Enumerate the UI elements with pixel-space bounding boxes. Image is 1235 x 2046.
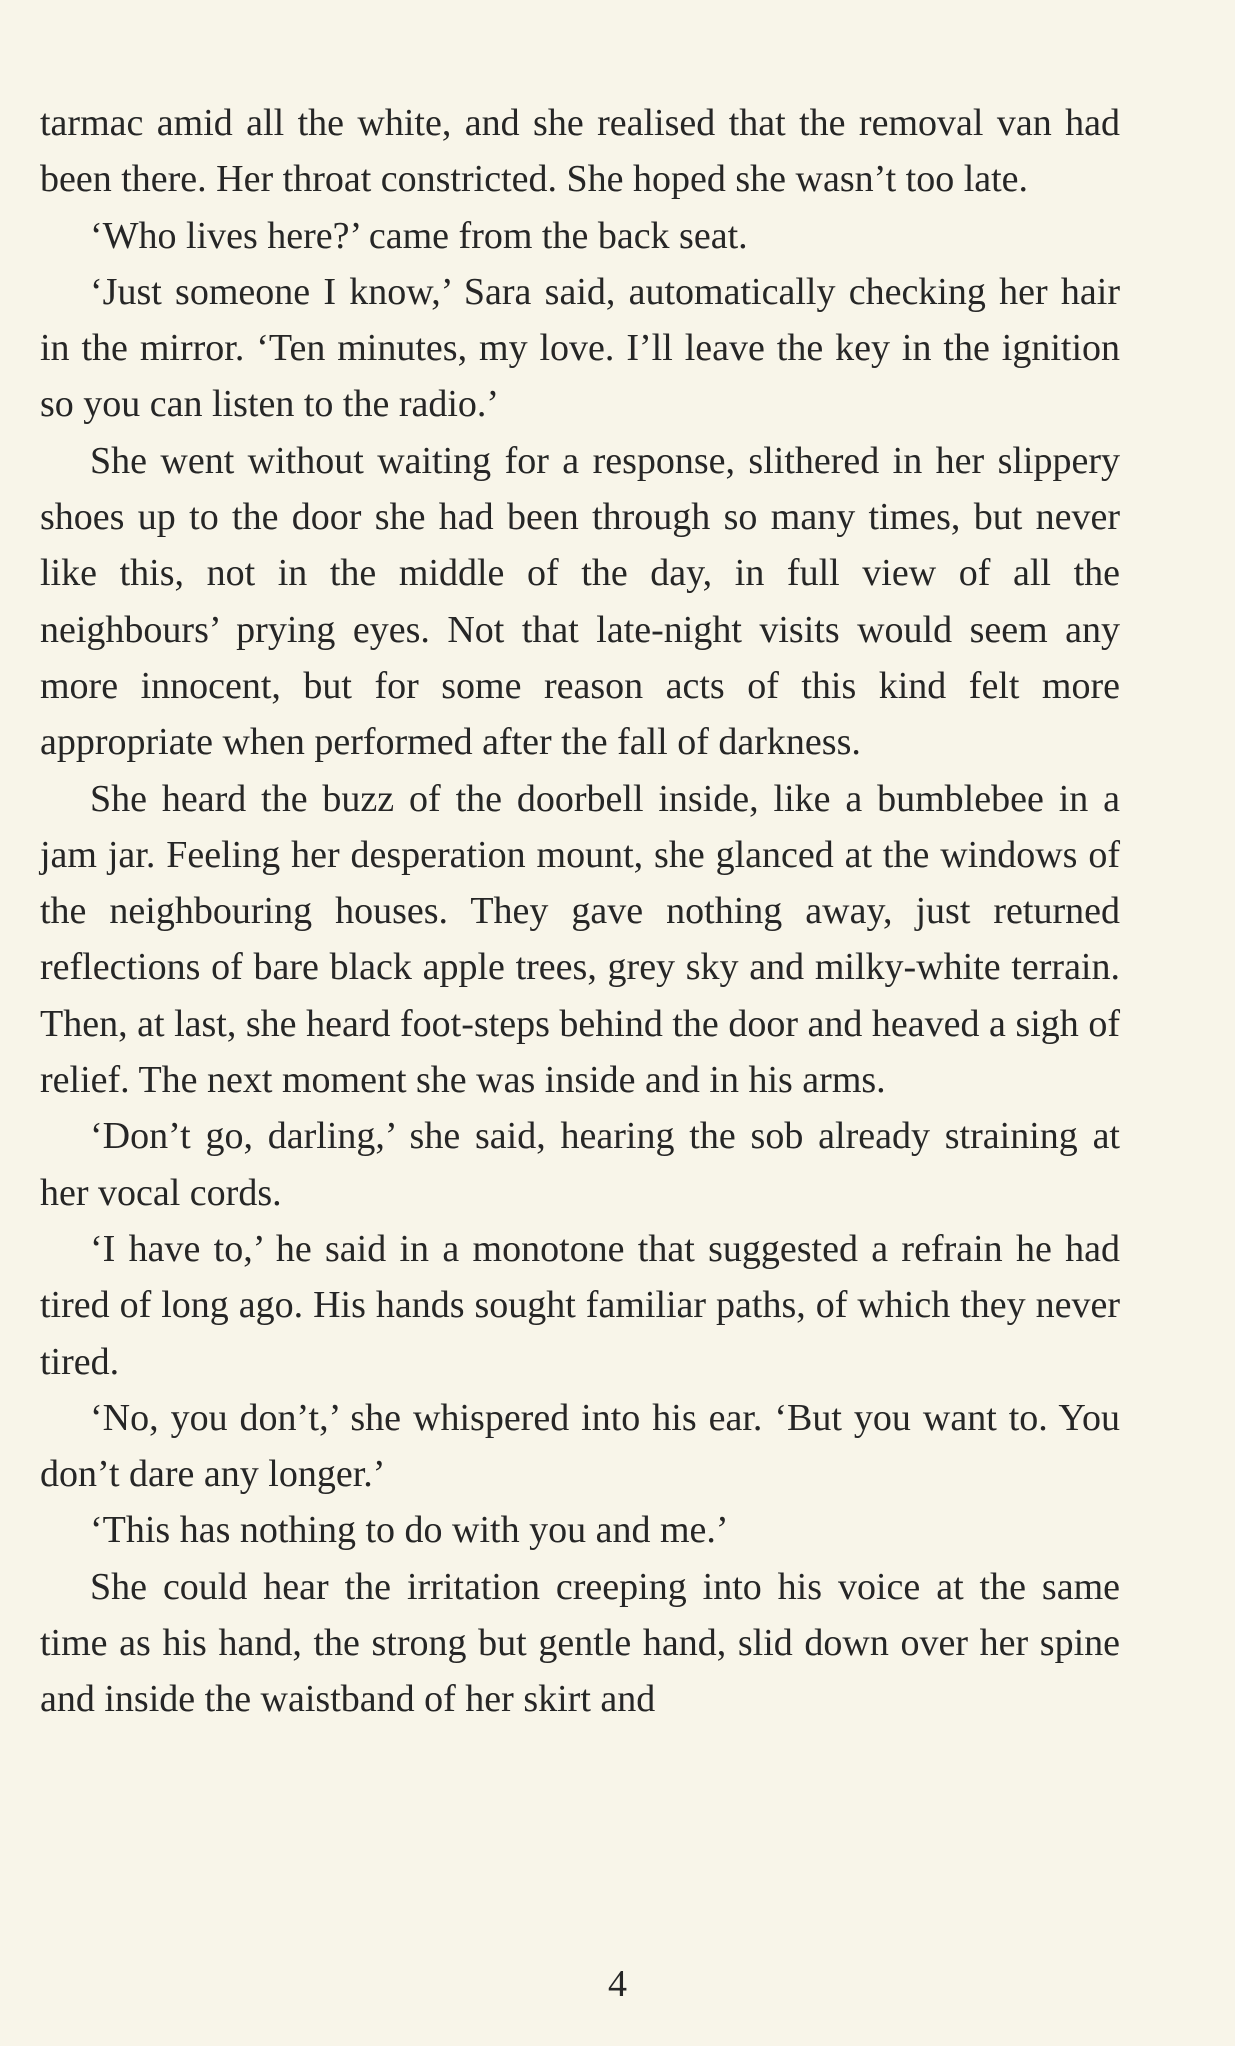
page-number: 4 bbox=[608, 1963, 627, 2005]
paragraph-9: ‘This has nothing to do with you and me.’ bbox=[90, 1509, 729, 1552]
paragraph-2: ‘Who lives here?’ came from the back seat. bbox=[90, 214, 748, 257]
body-text bbox=[40, 95, 1120, 1728]
paragraph-1: tarmac amid all the white, and she realised that the removal van had been there. Her throat constricted. She hoped she wasn’t too late. bbox=[40, 102, 1120, 201]
paragraph-5: She heard the buzz of the doorbell inside, like a bumblebee in a jam jar. Feeling her desperation mount, she glanced at the windows of the neighbouring houses. They gave nothing away, just returned reflections of bare black apple trees, grey sky and milky-white terrain. Then, at last, she heard foot-steps behind the door and heaved a sigh of relief. The next moment she was inside and in his arms. bbox=[40, 777, 1120, 1102]
paragraph-10: She could hear the irritation creeping into his voice at the same time as his hand, the strong but gentle hand, slid down over her spine and inside the waistband of her skirt and bbox=[40, 1565, 1120, 1721]
paragraph-8: ‘No, you don’t,’ she whispered into his ear. ‘But you want to. You don’t dare any longer.’ bbox=[40, 1396, 1120, 1496]
paragraph-7: ‘I have to,’ he said in a monotone that suggested a refrain he had tired of long ago. His hands sought familiar paths, of which they never tired. bbox=[40, 1227, 1120, 1383]
paragraph-4: She went without waiting for a response, slithered in her slippery shoes up to the door she had been through so many times, but never like this, not in the middle of the day, in full view of all the neighbours’ prying eyes. Not that late-night visits would seem any more innocent, but for some reason acts of this kind felt more appropriate when performed after the fall of darkness. bbox=[40, 439, 1120, 764]
paragraph-6: ‘Don’t go, darling,’ she said, hearing the sob already straining at her vocal cords. bbox=[40, 1115, 1120, 1214]
paragraph-3: ‘Just someone I know,’ Sara said, automatically checking her hair in the mirror. ‘Ten minutes, my love. I’ll leave the key in the ignition so you can listen to the radio.’ bbox=[40, 270, 1120, 426]
